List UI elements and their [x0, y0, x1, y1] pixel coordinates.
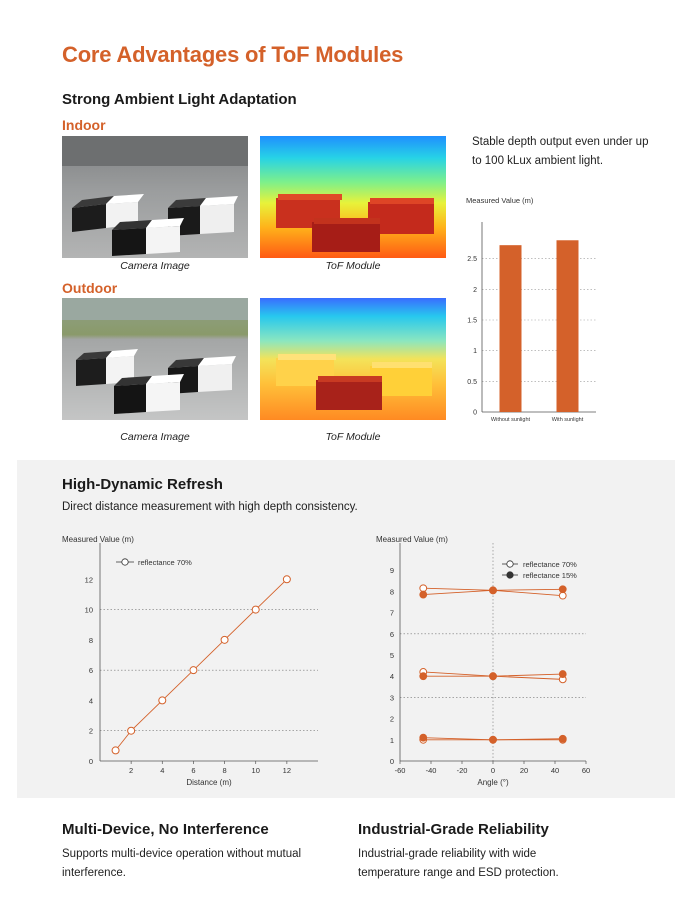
angle-chart-point	[490, 673, 497, 680]
distance-chart-ytick: 10	[84, 605, 93, 615]
multi-device-description: Supports multi-device operation without mutual interference.	[62, 848, 302, 879]
distance-chart-xtick: 4	[160, 766, 165, 775]
reliability-description: Industrial-grade reliability with wide temperature range and ESD protection.	[358, 848, 559, 879]
outdoor-tof-image	[260, 298, 446, 420]
angle-chart-xtick: 60	[581, 766, 591, 775]
angle-chart-ytick: 4	[389, 672, 394, 682]
ambient-description: Stable depth output even under up to 100 kLux ambient light.	[472, 136, 649, 167]
distance-chart-ytick: 12	[84, 575, 93, 585]
distance-chart-point	[112, 747, 119, 754]
angle-chart-legend-marker	[507, 572, 513, 578]
indoor-camera-caption: Camera Image	[120, 260, 190, 272]
bar-chart-ytick: 1	[473, 348, 477, 356]
angle-chart-ytick: 5	[389, 651, 394, 660]
angle-chart-ytick: 8	[389, 587, 394, 597]
distance-chart-point	[283, 576, 290, 583]
reliability-heading: Industrial-Grade Reliability	[358, 821, 549, 838]
outdoor-label: Outdoor	[62, 280, 118, 296]
distance-chart-xtick: 2	[129, 766, 134, 775]
distance-chart-point	[128, 727, 135, 734]
distance-chart-xtick: 10	[251, 766, 260, 775]
distance-chart-legend-marker	[122, 559, 128, 565]
angle-chart-point	[559, 735, 566, 742]
angle-chart-xtick: -20	[456, 766, 468, 775]
angle-chart-xtick: 0	[490, 766, 496, 775]
angle-chart-point	[420, 585, 427, 592]
angle-chart-svg	[356, 525, 626, 795]
ambient-heading: Strong Ambient Light Adaptation	[62, 91, 297, 108]
angle-chart-ytick: 1	[389, 735, 394, 745]
outdoor-tof-caption: ToF Module	[325, 431, 381, 443]
angle-line-chart	[356, 525, 626, 795]
angle-chart-legend-label: reflectance 15%	[523, 571, 577, 580]
distance-chart-point	[221, 636, 228, 643]
angle-chart-ytick: 6	[389, 629, 394, 639]
indoor-camera-image	[62, 136, 248, 258]
angle-chart-point	[420, 734, 427, 741]
distance-chart-point	[252, 606, 259, 613]
indoor-label: Indoor	[62, 117, 106, 133]
angle-chart-ytick: 9	[389, 566, 394, 576]
distance-chart-series-line	[116, 579, 287, 750]
refresh-heading: High-Dynamic Refresh	[62, 476, 223, 493]
angle-chart-xtick: -40	[425, 766, 437, 775]
angle-chart-xtick: 40	[550, 766, 560, 775]
bar-chart-svg	[460, 190, 606, 430]
indoor-tof-caption: ToF Module	[325, 260, 381, 272]
bar-chart-xtick: With sunlight	[551, 417, 584, 423]
angle-chart-ytick: 3	[389, 693, 394, 703]
distance-chart-ytick: 2	[88, 726, 93, 736]
distance-chart-ytick: 0	[88, 757, 93, 766]
angle-chart-xtick: 20	[519, 766, 529, 775]
angle-chart-point	[490, 736, 497, 743]
angle-chart-legend-label: reflectance 70%	[523, 560, 577, 569]
distance-chart-ytick: 8	[88, 635, 93, 645]
angle-chart-xtick: -60	[394, 766, 406, 775]
angle-chart-ytick: 2	[389, 714, 394, 724]
distance-chart-legend-label: reflectance 70%	[138, 558, 192, 567]
angle-chart-ytick: 0	[389, 757, 394, 766]
indoor-tof-image	[260, 136, 446, 258]
bar-chart-bar	[500, 245, 522, 412]
page-title: Core Advantages of ToF Modules	[62, 42, 404, 67]
angle-chart-point	[559, 592, 566, 599]
distance-chart-point	[190, 667, 197, 674]
distance-chart-ylabel: Measured Value (m)	[62, 535, 134, 544]
distance-chart-xtick: 8	[222, 766, 227, 775]
angle-chart-ylabel: Measured Value (m)	[376, 535, 448, 544]
bar-chart-ytick: 0.5	[467, 378, 477, 386]
angle-chart-point	[420, 673, 427, 680]
distance-chart-xtick: 6	[191, 766, 196, 775]
bar-chart-xtick: Without sunlight	[490, 417, 531, 423]
outdoor-camera-caption: Camera Image	[120, 431, 190, 443]
distance-chart-svg	[62, 525, 342, 795]
distance-chart-ytick: 4	[88, 696, 93, 706]
angle-chart-point	[559, 586, 566, 593]
distance-line-chart	[62, 525, 342, 795]
bar-chart-bar	[557, 240, 579, 412]
ambient-bar-chart	[460, 190, 606, 430]
distance-chart-ytick: 6	[88, 666, 93, 676]
bar-chart-ytick: 2	[473, 286, 477, 294]
angle-chart-ytick: 7	[389, 608, 394, 618]
angle-chart-point	[490, 587, 497, 594]
refresh-description: Direct distance measurement with high depth consistency.	[62, 501, 358, 513]
outdoor-camera-image	[62, 298, 248, 420]
bar-chart-ytick: 0	[473, 409, 477, 417]
angle-chart-point	[420, 591, 427, 598]
bar-chart-ytick: 1.5	[467, 317, 477, 325]
angle-chart-legend-marker	[507, 561, 513, 567]
angle-chart-xlabel: Angle (°)	[477, 778, 509, 787]
bar-chart-ylabel: Measured Value (m)	[466, 196, 534, 205]
angle-chart-point	[559, 671, 566, 678]
distance-chart-point	[159, 697, 166, 704]
distance-chart-xtick: 12	[282, 766, 292, 775]
bar-chart-ytick: 2.5	[467, 256, 477, 264]
multi-device-heading: Multi-Device, No Interference	[62, 821, 269, 838]
distance-chart-xlabel: Distance (m)	[186, 778, 232, 787]
